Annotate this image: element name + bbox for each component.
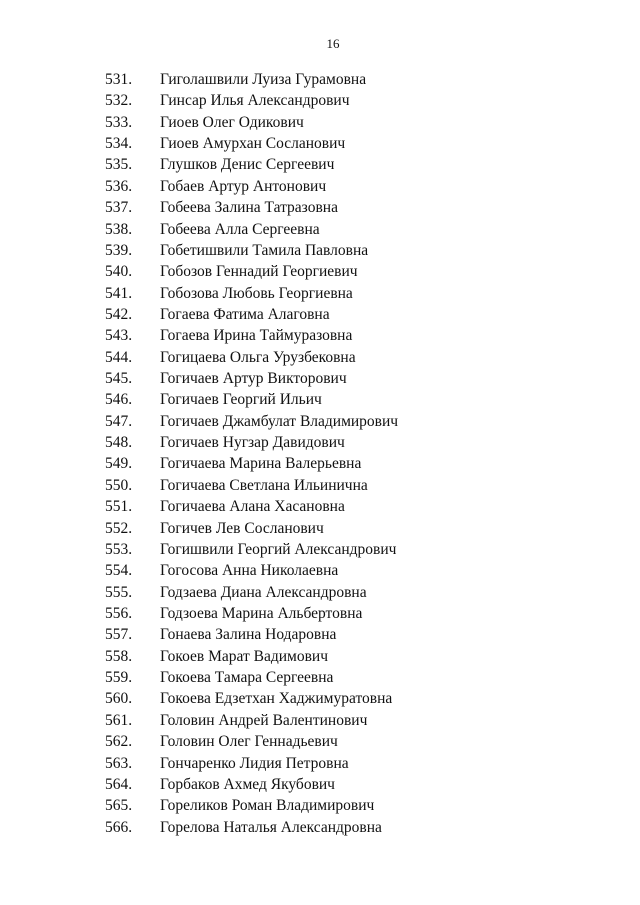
- list-item-number: 543.: [105, 327, 133, 345]
- list-item-name: Гобозов Геннадий Георгиевич: [160, 263, 358, 281]
- list-item-name: Гогишвили Георгий Александрович: [160, 540, 397, 558]
- list-item-name: Гогичаева Светлана Ильинична: [160, 476, 368, 494]
- list-item-name: Гореликов Роман Владимирович: [160, 797, 375, 815]
- list-item-name: Глушков Денис Сергеевич: [160, 156, 335, 174]
- list-item-name: Гогаева Ирина Таймуразовна: [160, 327, 353, 345]
- list-item-name: Годзаева Диана Александровна: [160, 583, 367, 601]
- list-item-number: 546.: [105, 391, 133, 409]
- list-item: [0, 582, 640, 603]
- list-item-number: 550.: [105, 476, 133, 494]
- list-item: [0, 774, 640, 795]
- list-item-number: 541.: [105, 284, 133, 302]
- list-item-number: 547.: [105, 412, 133, 430]
- list-item-number: 538.: [105, 220, 133, 238]
- list-item-name: Гогичаева Алана Хасановна: [160, 498, 345, 516]
- list-item-name: Гиголашвили Луиза Гурамовна: [160, 71, 367, 88]
- list-item-number: 553.: [105, 540, 133, 558]
- list-item: [0, 176, 640, 197]
- list-item-name: Гобетишвили Тамила Павловна: [160, 241, 369, 259]
- list-item: [0, 817, 640, 838]
- list-item: [0, 283, 640, 304]
- list-item: [0, 496, 640, 517]
- list-item-name: Гогаева Фатима Алаговна: [160, 305, 330, 323]
- list-item-number: 536.: [105, 177, 133, 195]
- list-item-number: 548.: [105, 434, 133, 452]
- list-item-number: 549.: [105, 455, 133, 473]
- list-item: [0, 347, 640, 368]
- list-item: [0, 646, 640, 667]
- list-item: [0, 90, 640, 111]
- list-item: [0, 603, 640, 624]
- list-item-number: 552.: [105, 519, 133, 537]
- list-item-number: 532.: [105, 92, 133, 110]
- list-item: [0, 432, 640, 453]
- list-item-name: Гобаев Артур Антонович: [160, 177, 327, 195]
- list-item-name: Гобозова Любовь Георгиевна: [160, 284, 353, 302]
- list-item-number: 557.: [105, 626, 133, 644]
- list-item-number: 559.: [105, 669, 133, 687]
- list-item: [0, 69, 640, 90]
- list-item: [0, 518, 640, 539]
- list-item-name: Гокоева Тамара Сергеевна: [160, 669, 334, 687]
- list-item-number: 544.: [105, 348, 133, 366]
- list-item-name: Гонаева Залина Нодаровна: [160, 626, 337, 644]
- list-item-number: 539.: [105, 241, 133, 259]
- list-item-number: 551.: [105, 498, 133, 516]
- list-item-number: 556.: [105, 604, 133, 622]
- list-item-number: 564.: [105, 775, 133, 793]
- list-item-name: Гогосова Анна Николаевна: [160, 562, 339, 580]
- list-item: [0, 753, 640, 774]
- name-list: [0, 69, 640, 838]
- list-item: [0, 539, 640, 560]
- list-item: [0, 795, 640, 816]
- list-item-number: 545.: [105, 370, 133, 388]
- list-item-name: Горбаков Ахмед Якубович: [160, 775, 335, 793]
- list-item-number: 540.: [105, 263, 133, 281]
- list-item-number: 562.: [105, 733, 133, 751]
- list-item-name: Гокоев Марат Вадимович: [160, 647, 329, 665]
- list-item-number: 537.: [105, 199, 133, 217]
- list-item-number: 554.: [105, 562, 133, 580]
- list-item-name: Гобеева Залина Татразовна: [160, 199, 338, 217]
- list-item-number: 566.: [105, 818, 133, 836]
- list-item-name: Гогичаев Нугзар Давидович: [160, 434, 345, 452]
- list-item-number: 534.: [105, 135, 133, 153]
- list-item-name: Головин Олег Геннадьевич: [160, 733, 338, 751]
- list-item-name: Гинсар Илья Александрович: [160, 92, 350, 110]
- list-item: [0, 368, 640, 389]
- list-item-name: Горелова Наталья Александровна: [160, 818, 382, 836]
- list-item: [0, 453, 640, 474]
- page-number: 16: [326, 36, 340, 51]
- list-item-name: Гобеева Алла Сергеевна: [160, 220, 320, 238]
- list-item-name: Гокоева Едзетхан Хаджимуратовна: [160, 690, 393, 708]
- list-item: [0, 411, 640, 432]
- list-item: [0, 624, 640, 645]
- list-item: [0, 240, 640, 261]
- list-item-number: 542.: [105, 305, 133, 323]
- list-item-name: Гиоев Олег Одикович: [160, 113, 304, 131]
- list-item-number: 533.: [105, 113, 133, 131]
- list-item-number: 558.: [105, 647, 133, 665]
- list-item: [0, 219, 640, 240]
- list-item: [0, 667, 640, 688]
- list-item-number: 535.: [105, 156, 133, 174]
- list-item-name: Гогичев Лев Сосланович: [160, 519, 324, 537]
- list-item: [0, 197, 640, 218]
- list-item-name: Головин Андрей Валентинович: [160, 711, 368, 729]
- list-item: [0, 710, 640, 731]
- list-item: [0, 475, 640, 496]
- list-item-name: Гогичаев Джамбулат Владимирович: [160, 412, 399, 430]
- list-item: [0, 688, 640, 709]
- list-item: [0, 154, 640, 175]
- list-item: [0, 261, 640, 282]
- list-item-number: 565.: [105, 797, 133, 815]
- list-item-name: Гогичаев Артур Викторович: [160, 370, 347, 388]
- list-item: [0, 304, 640, 325]
- list-item-name: Гиоев Амурхан Сосланович: [160, 135, 346, 153]
- list-item-number: 563.: [105, 754, 133, 772]
- list-item: [0, 133, 640, 154]
- list-item: [0, 112, 640, 133]
- list-item: [0, 325, 640, 346]
- list-item-number: 561.: [105, 711, 133, 729]
- list-item-number: 560.: [105, 690, 133, 708]
- list-item-name: Гогицаева Ольга Урузбековна: [160, 348, 356, 366]
- list-item-number: 555.: [105, 583, 133, 601]
- list-item: [0, 560, 640, 581]
- list-item-name: Гогичаева Марина Валерьевна: [160, 455, 362, 473]
- list-item-name: Годзоева Марина Альбертовна: [160, 604, 363, 622]
- list-item-name: Гончаренко Лидия Петровна: [160, 754, 349, 772]
- list-item-name: Гогичаев Георгий Ильич: [160, 391, 322, 409]
- list-item-number: 531.: [105, 71, 133, 88]
- list-item: [0, 731, 640, 752]
- list-item: [0, 389, 640, 410]
